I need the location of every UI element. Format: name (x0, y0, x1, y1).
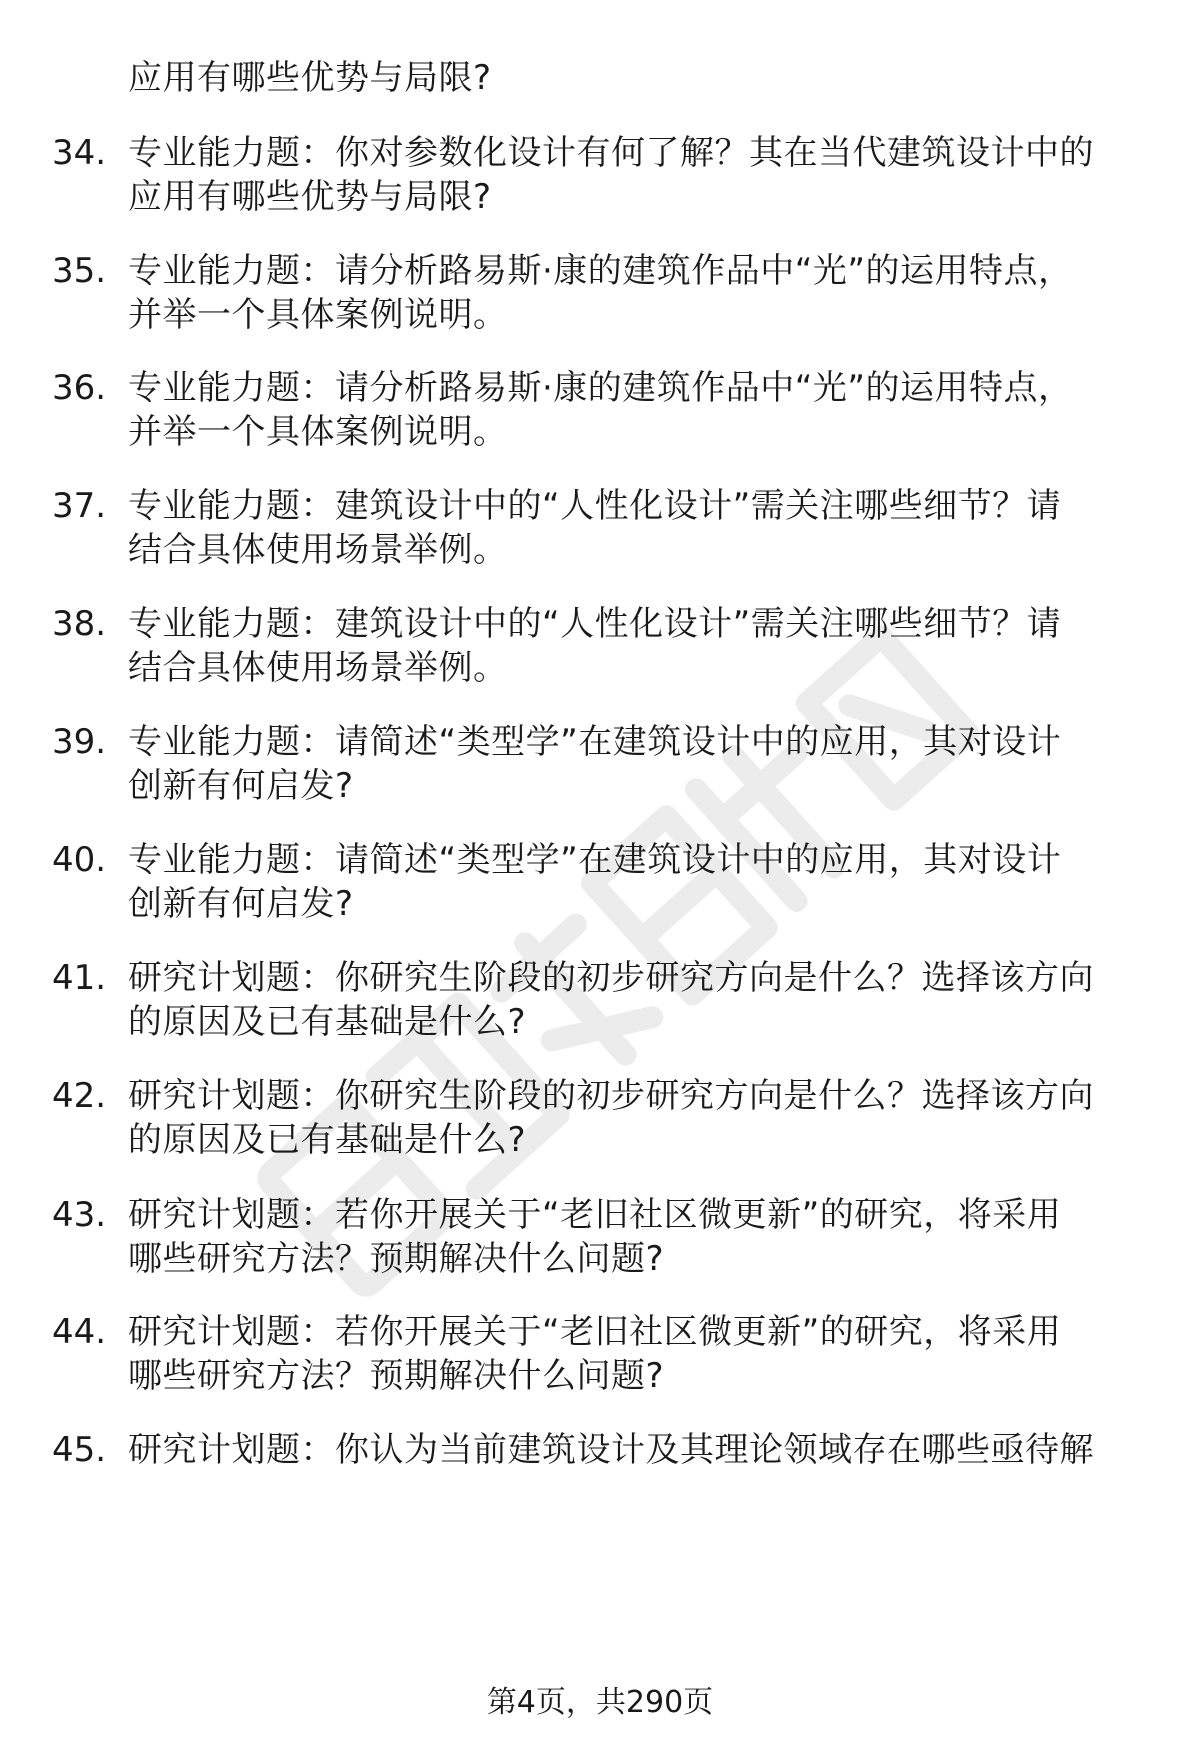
item-text-line1: 专业能力题：你对参数化设计有何了解？其在当代建筑设计中的 (128, 133, 1094, 173)
item-text-line2: 结合具体使用场景举例。 (128, 648, 508, 688)
item-number: 34. (52, 133, 107, 173)
item-text-line2: 创新有何启发? (128, 766, 354, 806)
item-number: 44. (52, 1312, 107, 1352)
item-text-line1: 专业能力题：建筑设计中的“人性化设计”需关注哪些细节？请 (128, 486, 1062, 526)
item-text-line1: 研究计划题：你认为当前建筑设计及其理论领域存在哪些亟待解 (128, 1430, 1094, 1470)
item-text-line2: 的原因及已有基础是什么? (128, 1120, 527, 1160)
item-text-line1: 专业能力题：请简述“类型学”在建筑设计中的应用，其对设计 (128, 722, 1062, 762)
item-text-line1: 研究计划题：若你开展关于“老旧社区微更新”的研究，将采用 (128, 1195, 1062, 1235)
item-number: 40. (52, 840, 107, 880)
item-number: 42. (52, 1076, 107, 1116)
item-text-line2: 创新有何启发? (128, 884, 354, 924)
item-number: 35. (52, 251, 107, 291)
item-number: 38. (52, 604, 107, 644)
item-text-line1: 专业能力题：请分析路易斯·康的建筑作品中“光”的运用特点， (128, 251, 1073, 291)
item-number: 37. (52, 486, 107, 526)
item-text-line1: 专业能力题：建筑设计中的“人性化设计”需关注哪些细节？请 (128, 604, 1062, 644)
item-text-line1: 专业能力题：请分析路易斯·康的建筑作品中“光”的运用特点， (128, 368, 1073, 408)
item-text-line2: 应用有哪些优势与局限? (128, 177, 492, 217)
item-text-line1: 专业能力题：请简述“类型学”在建筑设计中的应用，其对设计 (128, 840, 1062, 880)
item-text-line2: 并举一个具体案例说明。 (128, 295, 508, 335)
item-text-line2: 哪些研究方法？预期解决什么问题? (128, 1239, 665, 1279)
item-number: 41. (52, 958, 107, 998)
item-number: 36. (52, 368, 107, 408)
item-text-line1: 研究计划题：你研究生阶段的初步研究方向是什么？选择该方向 (128, 1076, 1094, 1116)
item-text-line1: 研究计划题：你研究生阶段的初步研究方向是什么？选择该方向 (128, 958, 1094, 998)
item-text-line2: 并举一个具体案例说明。 (128, 412, 508, 452)
item-number: 43. (52, 1195, 107, 1235)
item-text-line2: 的原因及已有基础是什么? (128, 1002, 527, 1042)
item-number: 39. (52, 722, 107, 762)
item-text-line2: 结合具体使用场景举例。 (128, 530, 508, 570)
item-text-line1: 研究计划题：若你开展关于“老旧社区微更新”的研究，将采用 (128, 1312, 1062, 1352)
continuation-line: 应用有哪些优势与局限? (128, 58, 492, 98)
page-number-footer: 第4页，共290页 (486, 1685, 714, 1720)
item-number: 45. (52, 1430, 107, 1470)
item-text-line2: 哪些研究方法？预期解决什么问题? (128, 1356, 665, 1396)
